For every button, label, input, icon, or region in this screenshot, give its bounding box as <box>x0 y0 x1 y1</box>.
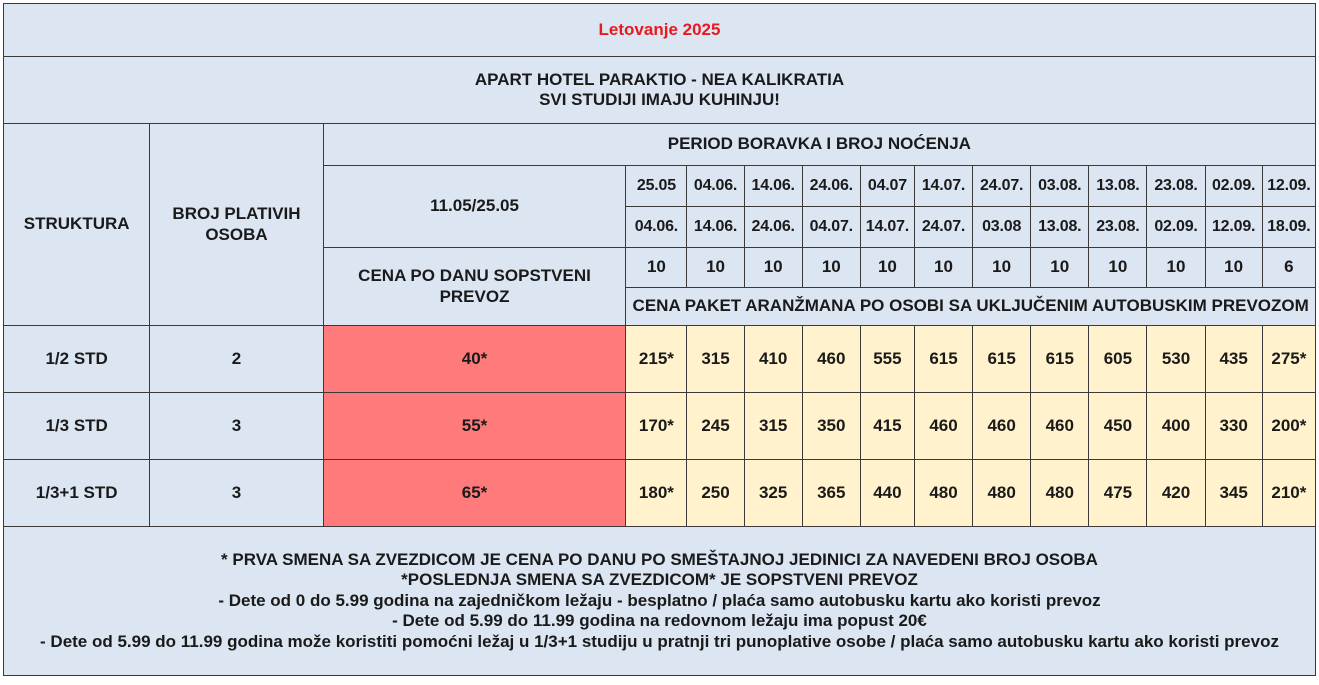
price-table <box>3 3 1316 676</box>
price-cell: 250 <box>687 460 744 527</box>
nights-count: 10 <box>1089 248 1147 288</box>
price-cell: 415 <box>860 393 914 460</box>
nights-count: 10 <box>1205 248 1262 288</box>
hotel-header <box>4 57 1316 124</box>
hotel-note: SVI STUDIJI IMAJU KUHINJU! <box>539 90 780 109</box>
own-price-cell: 65* <box>323 460 626 527</box>
price-cell: 170* <box>626 393 687 460</box>
period-from: 14.07. <box>914 166 972 207</box>
persons-cell: 3 <box>150 393 323 460</box>
struktura-cell: 1/3 STD <box>4 393 150 460</box>
price-cell: 605 <box>1089 326 1147 393</box>
note-line: - Dete od 5.99 do 11.99 godina može koristiti pomoćni ležaj u 1/3+1 studiju u pratnji tri punoplative osobe / plaća samo autobusku kartu ako koristi prevoz <box>40 631 1279 651</box>
struktura-header: STRUKTURA <box>4 124 150 326</box>
price-cell: 460 <box>1031 393 1089 460</box>
price-cell: 530 <box>1147 326 1205 393</box>
price-cell: 180* <box>626 460 687 527</box>
price-cell: 210* <box>1262 460 1315 527</box>
table-row <box>4 326 1316 393</box>
price-cell: 275* <box>1262 326 1315 393</box>
price-cell: 315 <box>687 326 744 393</box>
period-from: 24.07. <box>973 166 1031 207</box>
table-row <box>4 460 1316 527</box>
period-to: 04.07. <box>802 207 860 248</box>
own-transport-period: 11.05/25.05 <box>323 166 626 248</box>
price-cell: 555 <box>860 326 914 393</box>
nights-count: 10 <box>914 248 972 288</box>
period-to: 12.09. <box>1205 207 1262 248</box>
persons-cell: 3 <box>150 460 323 527</box>
period-to: 18.09. <box>1262 207 1315 248</box>
period-from: 04.06. <box>687 166 744 207</box>
period-from: 25.05 <box>626 166 687 207</box>
price-cell: 480 <box>973 460 1031 527</box>
period-to: 03.08 <box>973 207 1031 248</box>
price-cell: 345 <box>1205 460 1262 527</box>
period-from: 12.09. <box>1262 166 1315 207</box>
price-cell: 435 <box>1205 326 1262 393</box>
struktura-cell: 1/2 STD <box>4 326 150 393</box>
price-cell: 480 <box>1031 460 1089 527</box>
period-to: 23.08. <box>1089 207 1147 248</box>
period-to: 24.06. <box>744 207 802 248</box>
price-cell: 615 <box>973 326 1031 393</box>
nights-count: 10 <box>802 248 860 288</box>
price-cell: 325 <box>744 460 802 527</box>
own-price-cell: 55* <box>323 393 626 460</box>
period-to: 24.07. <box>914 207 972 248</box>
price-cell: 480 <box>914 460 972 527</box>
period-to: 04.06. <box>626 207 687 248</box>
period-from: 13.08. <box>1089 166 1147 207</box>
period-from: 03.08. <box>1031 166 1089 207</box>
nights-count: 10 <box>1147 248 1205 288</box>
nights-count: 10 <box>973 248 1031 288</box>
price-cell: 410 <box>744 326 802 393</box>
nights-count: 10 <box>744 248 802 288</box>
broj-plativih-header: BROJ PLATIVIH OSOBA <box>150 124 323 326</box>
price-cell: 460 <box>802 326 860 393</box>
note-line: - Dete od 5.99 do 11.99 godina na redovnom ležaju ima popust 20€ <box>392 611 927 631</box>
price-cell: 315 <box>744 393 802 460</box>
price-cell: 615 <box>914 326 972 393</box>
price-cell: 245 <box>687 393 744 460</box>
period-from: 04.07 <box>860 166 914 207</box>
price-cell: 365 <box>802 460 860 527</box>
price-cell: 450 <box>1089 393 1147 460</box>
period-from: 14.06. <box>744 166 802 207</box>
price-cell: 200* <box>1262 393 1315 460</box>
period-from: 23.08. <box>1147 166 1205 207</box>
price-cell: 460 <box>973 393 1031 460</box>
struktura-cell: 1/3+1 STD <box>4 460 150 527</box>
price-cell: 475 <box>1089 460 1147 527</box>
page-title: Letovanje 2025 <box>4 4 1316 57</box>
price-cell: 420 <box>1147 460 1205 527</box>
nights-count: 10 <box>687 248 744 288</box>
price-cell: 350 <box>802 393 860 460</box>
own-price-header: CENA PO DANU SOPSTVENI PREVOZ <box>323 248 626 326</box>
price-cell: 615 <box>1031 326 1089 393</box>
period-from: 24.06. <box>802 166 860 207</box>
table-row <box>4 393 1316 460</box>
price-cell: 460 <box>914 393 972 460</box>
nights-count: 10 <box>626 248 687 288</box>
notes-section <box>4 527 1316 676</box>
price-cell: 330 <box>1205 393 1262 460</box>
paket-price-header: CENA PAKET ARANŽMANA PO OSOBI SA UKLJUČENIM AUTOBUSKIM PREVOZOM <box>626 288 1316 326</box>
nights-count: 6 <box>1262 248 1315 288</box>
price-cell: 440 <box>860 460 914 527</box>
period-from: 02.09. <box>1205 166 1262 207</box>
note-line: - Dete od 0 do 5.99 godina na zajedničkom ležaju - besplatno / plaća samo autobusku kartu ako koristi prevoz <box>218 590 1101 610</box>
own-price-cell: 40* <box>323 326 626 393</box>
note-line: * PRVA SMENA SA ZVEZDICOM JE CENA PO DANU PO SMEŠTAJNOJ JEDINICI ZA NAVEDENI BROJ OSOBA <box>221 550 1098 570</box>
period-to: 14.07. <box>860 207 914 248</box>
price-cell: 215* <box>626 326 687 393</box>
period-to: 02.09. <box>1147 207 1205 248</box>
nights-count: 10 <box>1031 248 1089 288</box>
period-to: 13.08. <box>1031 207 1089 248</box>
note-line: *POSLEDNJA SMENA SA ZVEZDICOM* JE SOPSTVENI PREVOZ <box>401 570 918 590</box>
period-to: 14.06. <box>687 207 744 248</box>
persons-cell: 2 <box>150 326 323 393</box>
hotel-name: APART HOTEL PARAKTIO - NEA KALIKRATIA <box>474 69 845 89</box>
period-header: PERIOD BORAVKA I BROJ NOĆENJA <box>323 124 1315 166</box>
price-cell: 400 <box>1147 393 1205 460</box>
nights-count: 10 <box>860 248 914 288</box>
